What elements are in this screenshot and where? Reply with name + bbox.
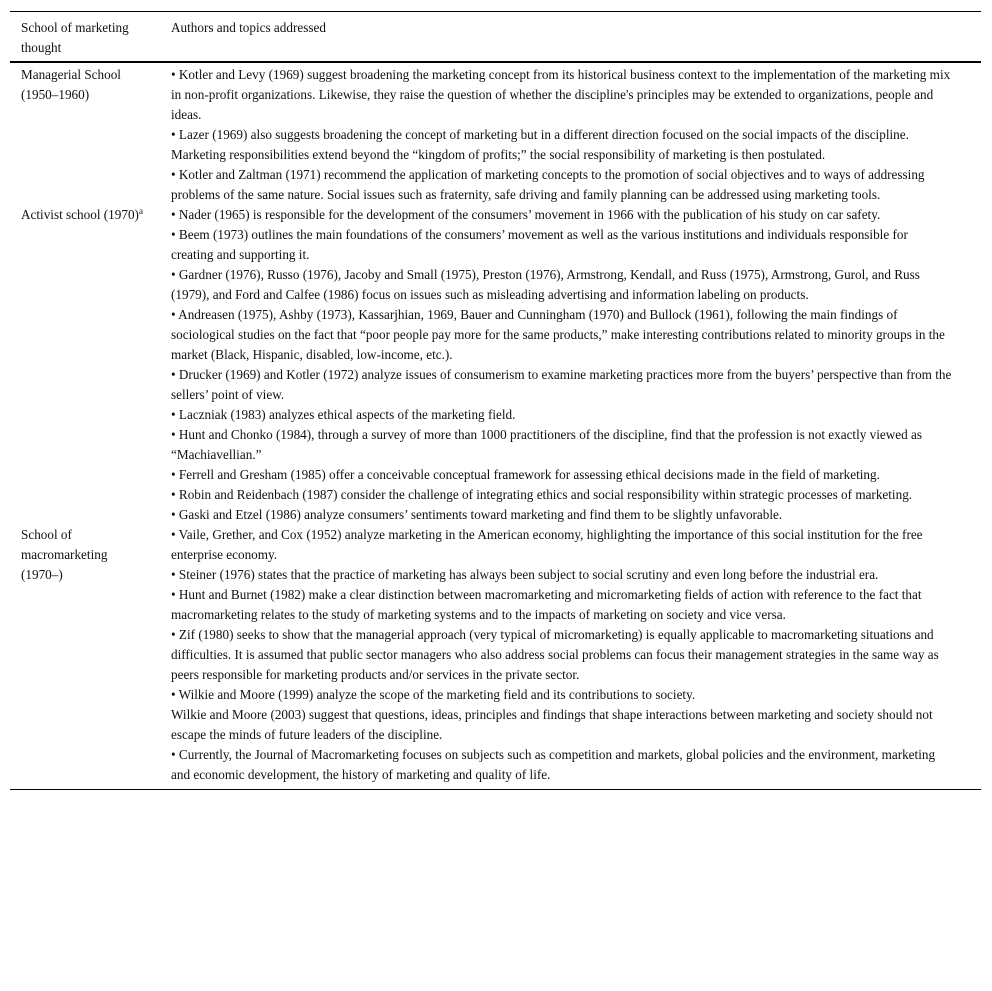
footnote-marker: a <box>138 206 143 216</box>
header-row <box>10 12 981 63</box>
school-cell <box>10 205 162 525</box>
school-cell: Managerial School (1950–1960) <box>21 67 121 102</box>
list-item: • Gaski and Etzel (1986) analyze consumers’ sentiments toward marketing and find them to be slightly unfavorable. <box>171 507 783 522</box>
list-item: • Steiner (1976) states that the practice of marketing has always been subject to social scrutiny and even long before the industrial era. <box>171 567 879 582</box>
list-item: • Lazer (1969) also suggests broadening the concept of marketing but in a different direction focused on the social impacts of the discipline. Marketing responsibilities extend beyond the “kingdom of profits;” the social responsibility of marketing is then postulated. <box>171 127 909 162</box>
list-item: • Drucker (1969) and Kotler (1972) analyze issues of consumerism to examine marketing practices more from the buyers’ perspective than from the sellers’ point of view. <box>171 367 952 402</box>
list-item: • Beem (1973) outlines the main foundations of the consumers’ movement as well as the various institutions and individuals responsible for creating and supporting it. <box>171 227 908 262</box>
school-name: Activist school (1970) <box>21 207 139 222</box>
list-item: • Vaile, Grether, and Cox (1952) analyze marketing in the American economy, highlighting the importance of this social institution for the free enterprise economy. <box>171 527 923 562</box>
list-item: • Nader (1965) is responsible for the development of the consumers’ movement in 1966 with the publication of his study on car safety. <box>171 207 881 222</box>
list-item: • Wilkie and Moore (1999) analyze the scope of the marketing field and its contributions to society. <box>171 687 696 702</box>
table-row <box>10 525 981 790</box>
list-item: • Robin and Reidenbach (1987) consider the challenge of integrating ethics and social responsibility within strategic processes of marketing. <box>171 487 913 502</box>
table-row <box>10 62 981 205</box>
list-item: • Kotler and Zaltman (1971) recommend the application of marketing concepts to the promotion of social objectives and to ways of addressing problems of the same nature. Social issues such as fraternity, safe driving and family planning can be addressed using marketing tools. <box>171 167 925 202</box>
list-item: • Laczniak (1983) analyzes ethical aspects of the marketing field. <box>171 407 516 422</box>
topics-cell <box>162 205 981 525</box>
topics-cell <box>162 62 981 205</box>
header-school: School of marketing thought <box>10 12 162 63</box>
header-authors-topics: Authors and topics addressed <box>162 12 981 63</box>
list-item: • Zif (1980) seeks to show that the managerial approach (very typical of micromarketing) is equally applicable to macromarketing situations and difficulties. It is assumed that public sector managers who also address social problems can focus their management strategies in the same way as peers responsible for marketing products and/or services in the private sector. <box>171 627 939 682</box>
table-row <box>10 205 981 525</box>
list-item: • Currently, the Journal of Macromarketing focuses on subjects such as competition and markets, global policies and the environment, marketing and economic development, the history of marketing and quality of life. <box>171 747 936 782</box>
list-item: • Hunt and Chonko (1984), through a survey of more than 1000 practitioners of the discipline, find that the profession is not exactly viewed as “Machiavellian.” <box>171 427 923 462</box>
list-item: Wilkie and Moore (2003) suggest that questions, ideas, principles and findings that shape interactions between marketing and society should not escape the minds of future leaders of the discipline. <box>171 707 933 742</box>
list-item: • Hunt and Burnet (1982) make a clear distinction between macromarketing and micromarketing fields of action with reference to the fact that macromarketing relates to the study of marketing systems and to the impacts of marketing on society and vice versa. <box>171 587 922 622</box>
list-item: • Ferrell and Gresham (1985) offer a conceivable conceptual framework for assessing ethical decisions made in the field of marketing. <box>171 467 880 482</box>
list-item: • Kotler and Levy (1969) suggest broadening the marketing concept from its historical business context to the implementation of the marketing mix in non-profit organizations. Likewise, they raise the question of whether the discipline's principles may be extended to organizations, people and ideas. <box>171 67 951 122</box>
list-item: • Andreasen (1975), Ashby (1973), Kassarjhian, 1969, Bauer and Cunningham (1970) and Bullock (1961), following the main findings of sociological studies on the fact that “poor people pay more for the same products,” make interesting contributions related to minority groups in the market (Black, Hispanic, disabled, low-income, etc.). <box>171 307 945 362</box>
topics-cell <box>162 525 981 790</box>
school-cell: School of macromarketing (1970–) <box>21 527 108 582</box>
list-item: • Gardner (1976), Russo (1976), Jacoby and Small (1975), Preston (1976), Armstrong, Kendall, and Russ (1975), Armstrong, Gurol, and Russ (1979), and Ford and Calfee (1986) focus on issues such as misleading advertising and information labeling on products. <box>171 267 920 302</box>
schools-of-thought-table <box>10 11 981 790</box>
